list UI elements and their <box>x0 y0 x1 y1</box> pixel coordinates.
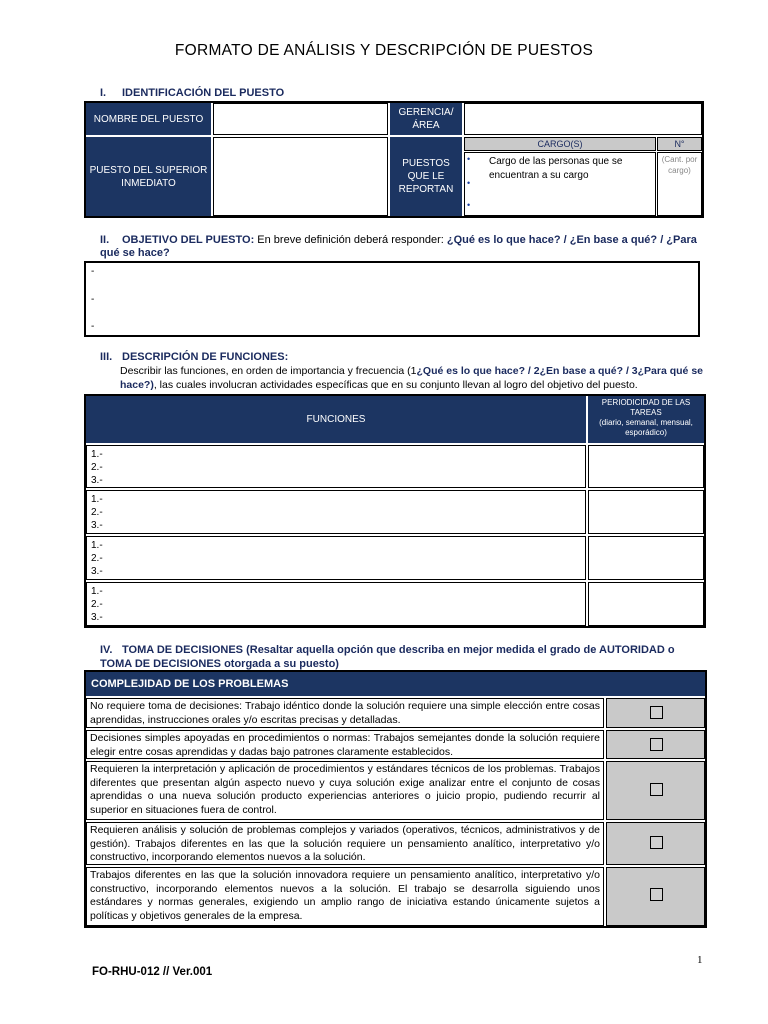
section2-title: OBJETIVO DEL PUESTO: <box>122 234 255 246</box>
label-superior: PUESTO DEL SUPERIOR INMEDIATO <box>86 137 211 216</box>
function-item: 1.- <box>91 449 103 460</box>
bullet-1: • <box>467 154 471 164</box>
label-reportan: PUESTOS QUE LE REPORTAN <box>390 137 462 216</box>
decision-option-1: No requiere toma de decisiones: Trabajo idéntico donde la solución requiere una simple elección entre cosas aprendidas, instrucciones orales y/o escritas precisas y detalladas. <box>86 698 604 728</box>
decision-option-4: Requieren análisis y solución de problemas complejos y variados (operativos, técnicos, administrativos y de gestión). Trabajos diferentes en las que la solución requiere un pensamiento analítico, interpretativo y/o constructivo, incorporando elementos nuevos a la solución. <box>86 822 604 865</box>
function-item: 1.- <box>91 586 103 597</box>
decision-checkbox-5[interactable] <box>650 888 663 901</box>
objective-field[interactable] <box>84 261 700 337</box>
field-gerencia[interactable] <box>464 103 702 135</box>
field-nombre-puesto[interactable] <box>213 103 388 135</box>
decision-checkbox-3[interactable] <box>650 783 663 796</box>
section1-heading <box>100 87 284 99</box>
function-item: 1.- <box>91 540 103 551</box>
section3-number: III. <box>100 351 113 363</box>
periodicity-cell-4[interactable] <box>588 582 704 626</box>
section3-instr-b: ¿Qué es lo que hace? / 2¿En base a qué? / 3¿Para qué se hace?) <box>120 365 703 391</box>
form-code: FO-RHU-012 // Ver.001 <box>92 966 213 978</box>
decision-checkbox-4[interactable] <box>650 836 663 849</box>
decision-checkbox-1[interactable] <box>650 706 663 719</box>
periodicity-title: PERIODICIDAD DE LAS TAREAS <box>601 398 691 417</box>
function-item: 3.- <box>91 612 103 623</box>
function-item: 3.- <box>91 520 103 531</box>
function-group-1[interactable] <box>86 445 586 488</box>
label-nombre-puesto: NOMBRE DEL PUESTO <box>86 103 211 135</box>
field-superior[interactable] <box>213 137 388 216</box>
document-title: FORMATO DE ANÁLISIS Y DESCRIPCIÓN DE PUESTOS <box>174 42 594 59</box>
section1-number: I. <box>100 87 107 99</box>
periodicity-cell-2[interactable] <box>588 490 704 534</box>
section4-title-a: TOMA DE DECISIONES <box>122 644 244 656</box>
section3-instr-a: Describir las funciones, en orden de importancia y frecuencia (1 <box>120 365 417 377</box>
section2-heading <box>100 234 706 260</box>
label-gerencia: GERENCIA/ ÁREA <box>390 103 462 135</box>
objective-line-1: - <box>91 266 95 277</box>
decision-checkbox-2[interactable] <box>650 738 663 751</box>
cantidad-hint: (Cant. por cargo) <box>661 155 698 175</box>
function-group-2[interactable] <box>86 490 586 534</box>
decision-option-5: Trabajos diferentes en las que la solución innovadora requiere un pensamiento analítico, interpretativo y/o constructivo, incorporando elementos nuevos a la solución. El trabajo se desarrolla siguiendo unos estándares y normas generales, exigiendo un amplio rango de iniciativa estando únicamente sujetos a políticas y objetivos generales de la empresa. <box>86 867 604 926</box>
function-group-4[interactable] <box>86 582 586 626</box>
section2-questions: ¿Qué es lo que hace? / ¿En base a qué? / ¿Para qué se hace? <box>100 234 697 259</box>
function-item: 2.- <box>91 553 103 564</box>
function-item: 1.- <box>91 494 103 505</box>
no-header: N° <box>657 137 702 151</box>
section1-title: IDENTIFICACIÓN DEL PUESTO <box>122 87 285 99</box>
section4-title-b: (Resaltar aquella opción que describa en mejor medida el grado de AUTORIDAD o TOMA DE DECISIONES otorgada a su puesto) <box>100 644 675 670</box>
objective-line-2: - <box>91 294 95 305</box>
function-item: 3.- <box>91 475 103 486</box>
section3-heading <box>100 351 288 363</box>
section3-instr-c: , las cuales involucran actividades específicas que en su conjunto llevan al logro del objetivo del puesto. <box>153 378 638 391</box>
section4-heading <box>100 643 706 671</box>
functions-header: FUNCIONES <box>86 396 586 443</box>
section3-title: DESCRIPCIÓN DE FUNCIONES: <box>122 351 289 363</box>
periodicity-cell-1[interactable] <box>588 445 704 488</box>
function-item: 2.- <box>91 462 103 473</box>
bullet-3: • <box>467 200 471 210</box>
periodicity-sub: (diario, semanal, mensual, esporádico) <box>599 418 693 437</box>
page-number: 1 <box>697 954 703 966</box>
objective-line-3: - <box>91 321 95 332</box>
decision-option-2: Decisiones simples apoyadas en procedimientos o normas: Trabajos semejantes donde la solución requiere elegir entre cosas aprendidas y dadas bajo patrones claramente establecidos. <box>86 730 604 759</box>
cargo-hint: Cargo de las personas que se encuentran a su cargo <box>489 156 623 181</box>
bullet-2: • <box>467 178 471 188</box>
decision-option-3: Requieren la interpretación y aplicación de procedimientos y estándares técnicos de los problemas. Trabajos diferentes que presentan algún aspecto nuevo y cuya solución exige analizar entre el conjunto de cosas aprendidas o una nueva solución producto experiencias anteriores o juicio propio, pudiendo recurrir al superior en situaciones fuera de control. <box>86 761 604 820</box>
periodicity-cell-3[interactable] <box>588 536 704 580</box>
periodicity-header <box>588 396 704 443</box>
function-item: 2.- <box>91 599 103 610</box>
function-item: 2.- <box>91 507 103 518</box>
section4-number: IV. <box>100 644 113 656</box>
function-item: 3.- <box>91 566 103 577</box>
section2-number: II. <box>100 234 110 246</box>
function-group-3[interactable] <box>86 536 586 580</box>
section2-instruction: En breve definición deberá responder: <box>254 234 447 246</box>
cargos-header: CARGO(S) <box>464 137 656 151</box>
decisions-header: COMPLEJIDAD DE LOS PROBLEMAS <box>86 672 705 696</box>
section3-instructions <box>120 365 706 392</box>
